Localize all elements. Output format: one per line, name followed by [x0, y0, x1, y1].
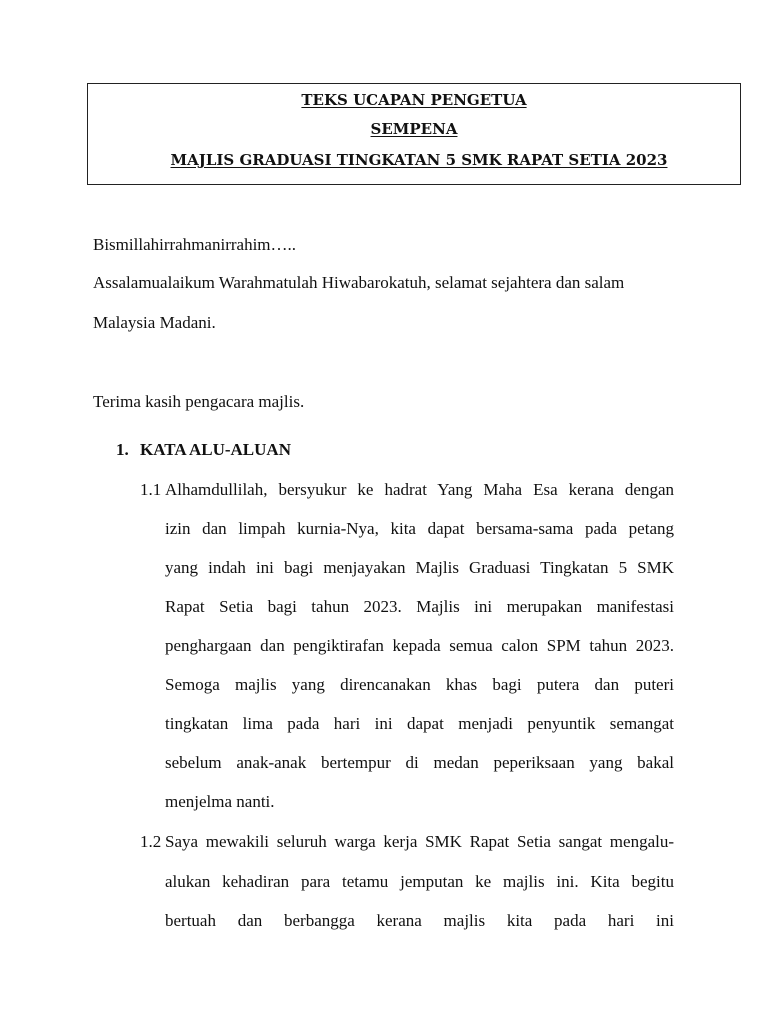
paragraph-line: Alhamdullilah, bersyukur ke hadrat Yang Maha Esa kerana dengan: [165, 480, 674, 499]
bismillah-text: Bismillahirrahmanirrahim…..: [93, 235, 297, 254]
item-number: 1.2: [140, 832, 162, 851]
paragraph-line: Rapat Setia bagi tahun 2023. Majlis ini merupakan manifestasi: [165, 597, 674, 616]
paragraph-line: alukan kehadiran para tetamu jemputan ke majlis ini. Kita begitu: [165, 872, 674, 891]
section-number: 1.: [116, 440, 129, 459]
paragraph-line: yang indah ini bagi menjayakan Majlis Graduasi Tingkatan 5 SMK: [165, 558, 674, 577]
section-title: KATA ALU-ALUAN: [140, 440, 291, 459]
title-line-3: MAJLIS GRADUASI TINGKATAN 5 SMK RAPAT SETIA 2023: [170, 151, 668, 169]
section-heading: [116, 440, 291, 460]
thanks-text: Terima kasih pengacara majlis.: [93, 392, 305, 411]
paragraph-line: izin dan limpah kurnia-Nya, kita dapat bersama-sama pada petang: [165, 519, 674, 538]
paragraph-line: Semoga majlis yang direncanakan khas bagi putera dan puteri: [165, 675, 674, 694]
salam-line-2: Malaysia Madani.: [93, 313, 216, 332]
item-number: 1.1: [140, 480, 162, 499]
paragraph-line: menjelma nanti.: [165, 792, 275, 811]
paragraph-line: penghargaan dan pengiktirafan kepada semua calon SPM tahun 2023.: [165, 636, 674, 655]
paragraph-line: sebelum anak-anak bertempur di medan peperiksaan yang bakal: [165, 753, 674, 772]
paragraph-line: tingkatan lima pada hari ini dapat menjadi penyuntik semangat: [165, 714, 674, 733]
paragraph-line: Saya mewakili seluruh warga kerja SMK Rapat Setia sangat mengalu-: [165, 832, 674, 851]
title-line-2: SEMPENA: [370, 120, 458, 138]
title-box: [87, 83, 741, 185]
salam-line-1: Assalamualaikum Warahmatulah Hiwabarokatuh, selamat sejahtera dan salam: [93, 273, 625, 292]
title-line-1: TEKS UCAPAN PENGETUA: [301, 91, 527, 109]
paragraph-line: bertuah dan berbangga kerana majlis kita pada hari ini: [165, 911, 674, 930]
